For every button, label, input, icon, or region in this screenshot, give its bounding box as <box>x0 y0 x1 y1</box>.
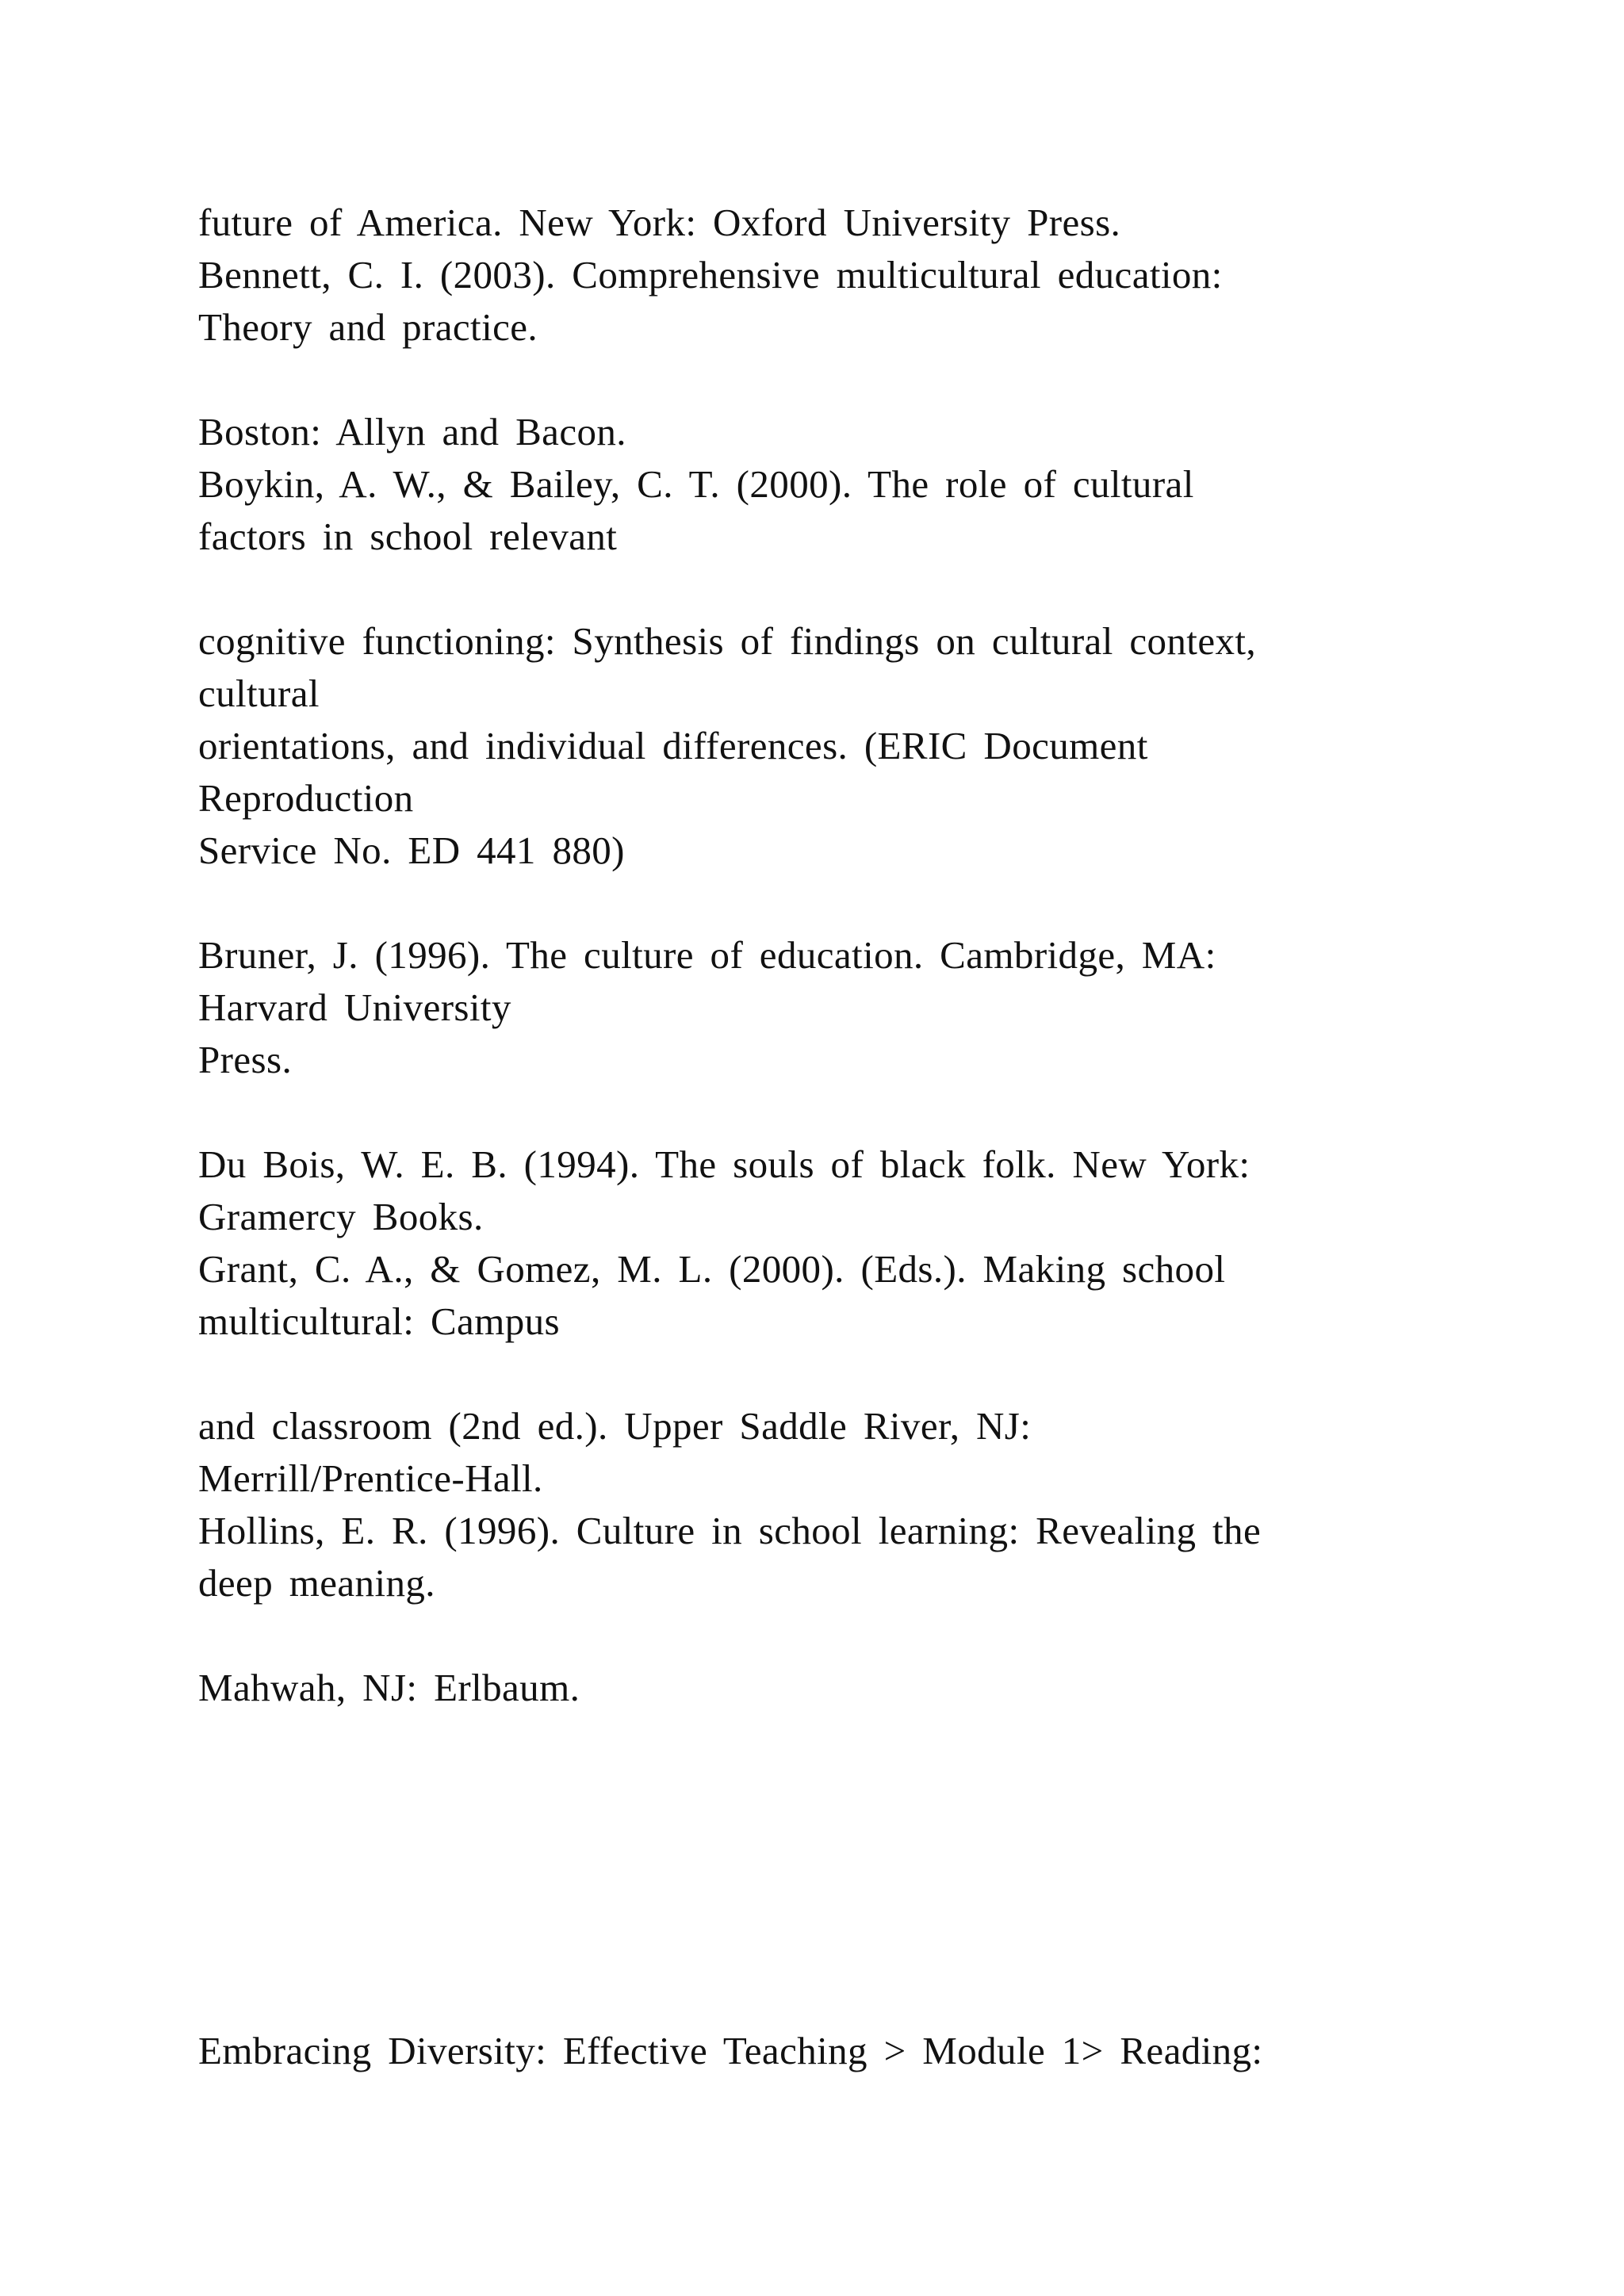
text-line: Boykin, A. W., & Bailey, C. T. (2000). The role of cultural <box>198 462 1194 506</box>
text-line: Boston: Allyn and Bacon. <box>198 410 626 453</box>
blank-line <box>198 563 1435 615</box>
text-line: deep meaning. <box>198 1561 435 1605</box>
breadcrumb-footer: Embracing Diversity: Effective Teaching > Module 1> Reading: <box>198 2029 1263 2072</box>
text-line: Bennett, C. I. (2003). Comprehensive multicultural education: <box>198 253 1223 297</box>
blank-line <box>198 877 1435 929</box>
text-line: Gramercy Books. <box>198 1195 484 1238</box>
text-line: multicultural: Campus <box>198 1299 560 1343</box>
text-line: Merrill/Prentice-Hall. <box>198 1456 543 1500</box>
text-line: cognitive functioning: Synthesis of findings on cultural context, <box>198 619 1257 663</box>
blank-line <box>198 1609 1435 1662</box>
text-line: future of America. New York: Oxford University Press. <box>198 201 1121 244</box>
text-line: Du Bois, W. E. B. (1994). The souls of black folk. New York: <box>198 1142 1251 1186</box>
blank-line <box>198 354 1435 406</box>
blank-line <box>198 1086 1435 1138</box>
text-line: Theory and practice. <box>198 305 538 349</box>
text-line: Mahwah, NJ: Erlbaum. <box>198 1666 580 1709</box>
text-line: Reproduction <box>198 776 414 820</box>
text-line: cultural <box>198 672 320 715</box>
text-line: Hollins, E. R. (1996). Culture in school learning: Revealing the <box>198 1509 1262 1552</box>
text-line: factors in school relevant <box>198 515 618 558</box>
text-line: Grant, C. A., & Gomez, M. L. (2000). (Eds.). Making school <box>198 1247 1226 1291</box>
text-line: Harvard University <box>198 985 511 1029</box>
text-line: orientations, and individual differences. (ERIC Document <box>198 724 1148 767</box>
text-line: and classroom (2nd ed.). Upper Saddle River, NJ: <box>198 1404 1032 1448</box>
text-line: Press. <box>198 1038 293 1081</box>
reference-list <box>198 197 1435 1714</box>
blank-line <box>198 1348 1435 1400</box>
text-line: Service No. ED 441 880) <box>198 828 625 872</box>
text-line: Bruner, J. (1996). The culture of education. Cambridge, MA: <box>198 933 1216 977</box>
